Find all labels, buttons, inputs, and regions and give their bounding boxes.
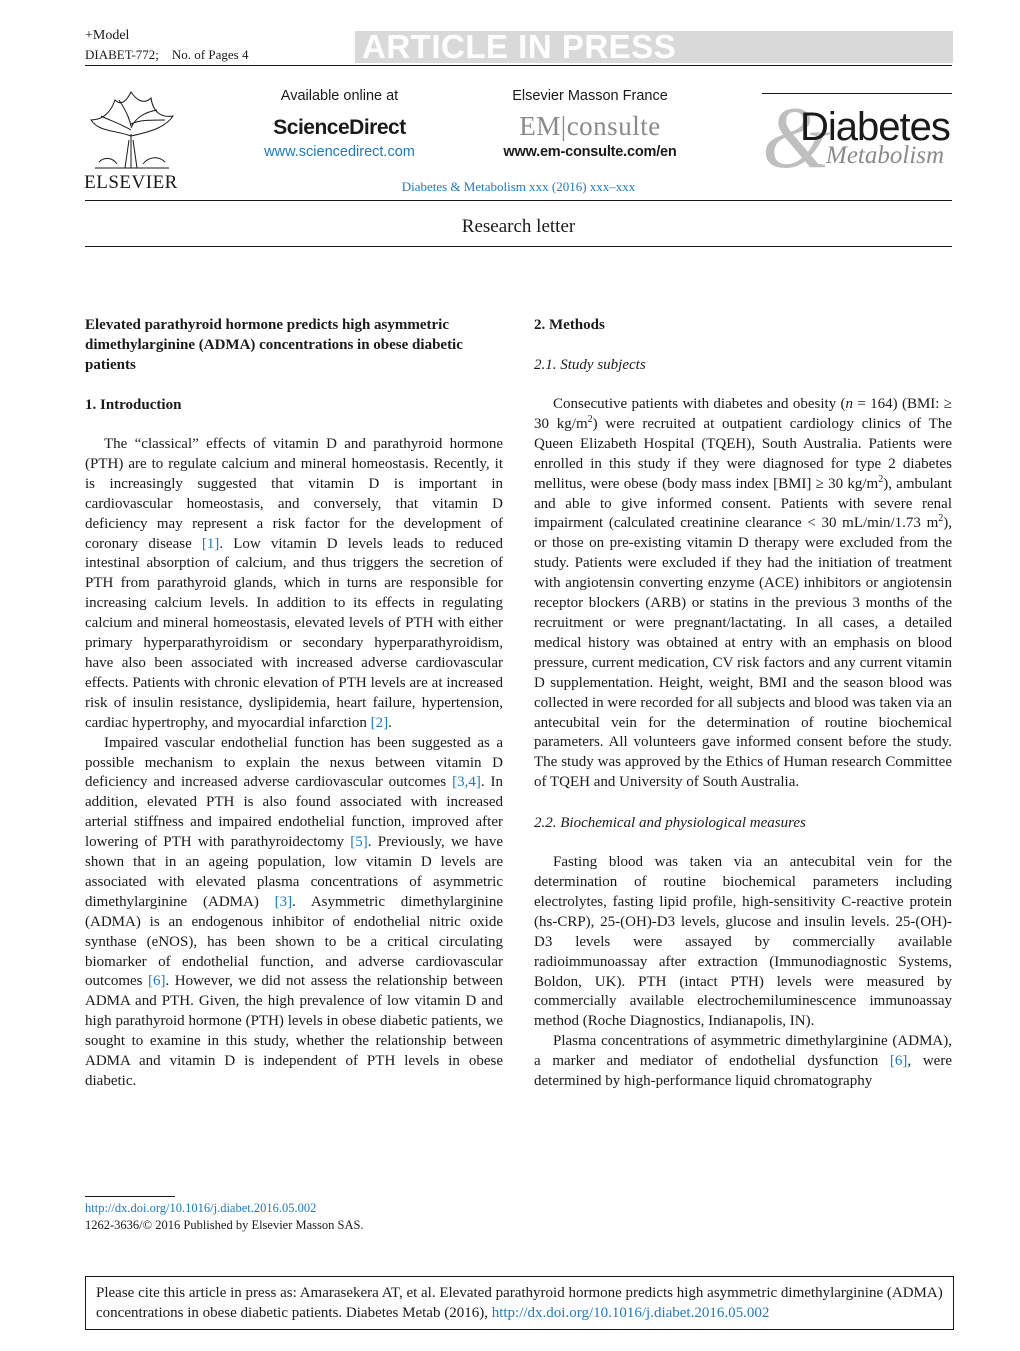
reference-link[interactable]: [5]: [350, 834, 368, 851]
article-type: Research letter: [461, 216, 576, 237]
article-id: DIABET-772;: [85, 47, 159, 62]
journal-logo-rule: [762, 93, 952, 94]
copyright-line: 1262-3636/© 2016 Published by Elsevier Masson SAS.: [85, 1218, 364, 1232]
page-count: No. of Pages 4: [171, 47, 249, 62]
header-rule: [85, 65, 952, 66]
article-title: Elevated parathyroid hormone predicts high asymmetric dimethylarginine (ADMA) concentrations in obese diabetic patients: [85, 317, 463, 373]
biochemical-paragraph-1: Fasting blood was taken via an antecubital vein for the determination of routine biochemical parameters including electrolytes, fasting lipid profile, high-sensitivity C-reactive protein (hs-CRP), 25-(OH)-D3 levels, glucose and insulin levels. 25-(OH)-D3 levels were assayed by commercially available radioimmunoassay after extraction (Immunodiagnostic Systems, Boldon, UK). PTH (intact PTH) levels were measured by commercially available electrochemiluminescence immunoassay method (Roche Diagnostics, Indianapolis, IN).: [534, 854, 952, 1030]
footnote-rule: [85, 1196, 175, 1197]
journal-citation[interactable]: Diabetes & Metabolism xxx (2016) xxx–xxx: [401, 179, 636, 194]
emconsulte-logo: EM|consulte: [519, 111, 661, 141]
sciencedirect-link[interactable]: www.sciencedirect.com: [264, 144, 415, 160]
biochemical-measures-heading: 2.2. Biochemical and physiological measures: [534, 815, 806, 832]
intro-paragraph-1: The “classical” effects of vitamin D and parathyroid hormone (PTH) are to regulate calcium and mineral homeostasis. Recently, it is increasingly suggested that vitamin D is important in cardiovascular homeostasis, and conversely, that vitamin D deficiency may represent a risk factor for the development of coronary disease [1]. Low vitamin D levels leads to reduced intestinal absorption of calcium, and thus triggers the secretion of PTH from parathyroid glands, which in turns are responsible for increasing calcium levels. In addition to its effects in regulating calcium and mineral homeostasis, elevated levels of PTH with either primary hyperparathyroidism or secondary hyperparathyroidism, have also been associated with increased adverse cardiovascular effects. Patients with chronic elevation of PTH levels are at increased risk of insulin resistance, dyslipidemia, heart failure, hypertension, cardiac hypertrophy, and myocardial infarction [2].: [85, 436, 503, 731]
elsevier-masson-france-label: Elsevier Masson France: [512, 88, 668, 104]
citation-doi-link[interactable]: http://dx.doi.org/10.1016/j.diabet.2016.05.002: [491, 1305, 770, 1321]
sciencedirect-logo: ScienceDirect: [273, 116, 406, 139]
reference-link[interactable]: [2]: [370, 714, 389, 731]
reference-link[interactable]: [3]: [274, 893, 293, 910]
study-subjects-paragraph: Consecutive patients with diabetes and obesity (n = 164) (BMI: ≥ 30 $kg/m^2$) were recruited at outpatient cardiology clinics of The Queen Elizabeth Hospital (TQEH), South Australia. Patients were enrolled in this study if they were diagnosed for type 2 diabetes mellitus, were obese (body mass index [BMI] ≥ 30 $kg/m^2$), ambulant and able to give informed consent. Patients with severe renal impairment (calculated creatinine clearance < 30 mL/min/1.73 $m^2$), or those on pre-existing vitamin D therapy were excluded from the study. Patients were excluded if they had the initiation of treatment with angiotensin converting enzyme (ACE) inhibitors or angiotensin receptor blockers (ARB) or statins in the previous 3 months of the recruitment or were pregnant/lactating. In all cases, a detailed medical history was obtained at entry with an emphasis on blood pressure, current medication, CV risk factors and any current vitamin D supplementation. Height, weight, BMI and the season blood was collected in were recorded for all subjects and blood was taken via an antecubital vein for the determination of routine biochemical parameters. All volunteers gave informed consent before the study. The study was approved by the Ethics of Human research Committee of TQEH and University of South Australia.: [534, 396, 952, 791]
intro-paragraph-2: Impaired vascular endothelial function has been suggested as a possible mechanism to explain the nexus between vitamin D deficiency and increased adverse cardiovascular outcomes [3,4]. In addition, elevated PTH is also found associated with increased arterial stiffness and impaired endothelial function, improved after lowering of PTH with parathyroidectomy [5]. Previously, we have shown that in an ageing population, low vitamin D levels are associated with elevated plasma concentrations of asymmetric dimethylarginine (ADMA) [3]. Asymmetric dimethylarginine (ADMA) is an endogenous inhibitor of endothelial nitric oxide synthase (eNOS), has been shown to be a critical circulating biomarker of endothelial function, and adverse cardiovascular outcomes [6]. However, we did not assess the relationship between ADMA and PTH. Given, the high prevalence of low vitamin D and high parathyroid hormone (PTH) levels in obese diabetic patients, we sought to examine in this study, whether the relationship between ADMA and vitamin D is independent of PTH levels in obese diabetic.: [85, 734, 504, 1089]
journal-logo-metabolism: Metabolism: [826, 142, 945, 169]
journal-rule: [85, 200, 952, 201]
study-subjects-heading: 2.1. Study subjects: [534, 357, 646, 373]
introduction-heading: 1. Introduction: [85, 397, 182, 413]
biochemical-paragraph-2: Plasma concentrations of asymmetric dimethylarginine (ADMA), a marker and mediator of endothelial dysfunction [6], were determined by high-performance liquid chromatography: [534, 1033, 952, 1090]
reference-link[interactable]: [6]: [889, 1053, 908, 1070]
elsevier-tree-logo-icon: [85, 90, 177, 170]
right-column: [534, 315, 952, 1092]
article-id-line: [85, 47, 248, 63]
reference-link[interactable]: [3,4]: [452, 774, 481, 791]
left-column: [85, 315, 503, 1092]
model-label: +Model: [85, 28, 130, 43]
svg-text:&: &: [762, 95, 831, 175]
reference-link[interactable]: [1]: [201, 535, 220, 552]
methods-heading: 2. Methods: [534, 317, 605, 333]
emconsulte-link[interactable]: www.em-consulte.com/en: [503, 144, 677, 160]
journal-logo-diabetes: Diabetes: [800, 105, 950, 149]
doi-link[interactable]: http://dx.doi.org/10.1016/j.diabet.2016.05.002: [85, 1201, 317, 1215]
elsevier-wordmark: ELSEVIER: [84, 172, 178, 193]
citation-text: Please cite this article in press as: Amarasekera AT, et al. Elevated parathyroid hormone predicts high asymmetric dimethylarginine (ADMA) concentrations in obese diabetic patients. Diabetes Metab (2016), http://dx.doi.org/10.1016/j.diabet.2016.05.002: [96, 1285, 943, 1321]
article-type-rule: [85, 246, 952, 247]
available-online-label: Available online at: [280, 88, 399, 104]
reference-link[interactable]: [6]: [148, 973, 166, 990]
article-in-press-text: ARTICLE IN PRESS: [362, 28, 677, 65]
